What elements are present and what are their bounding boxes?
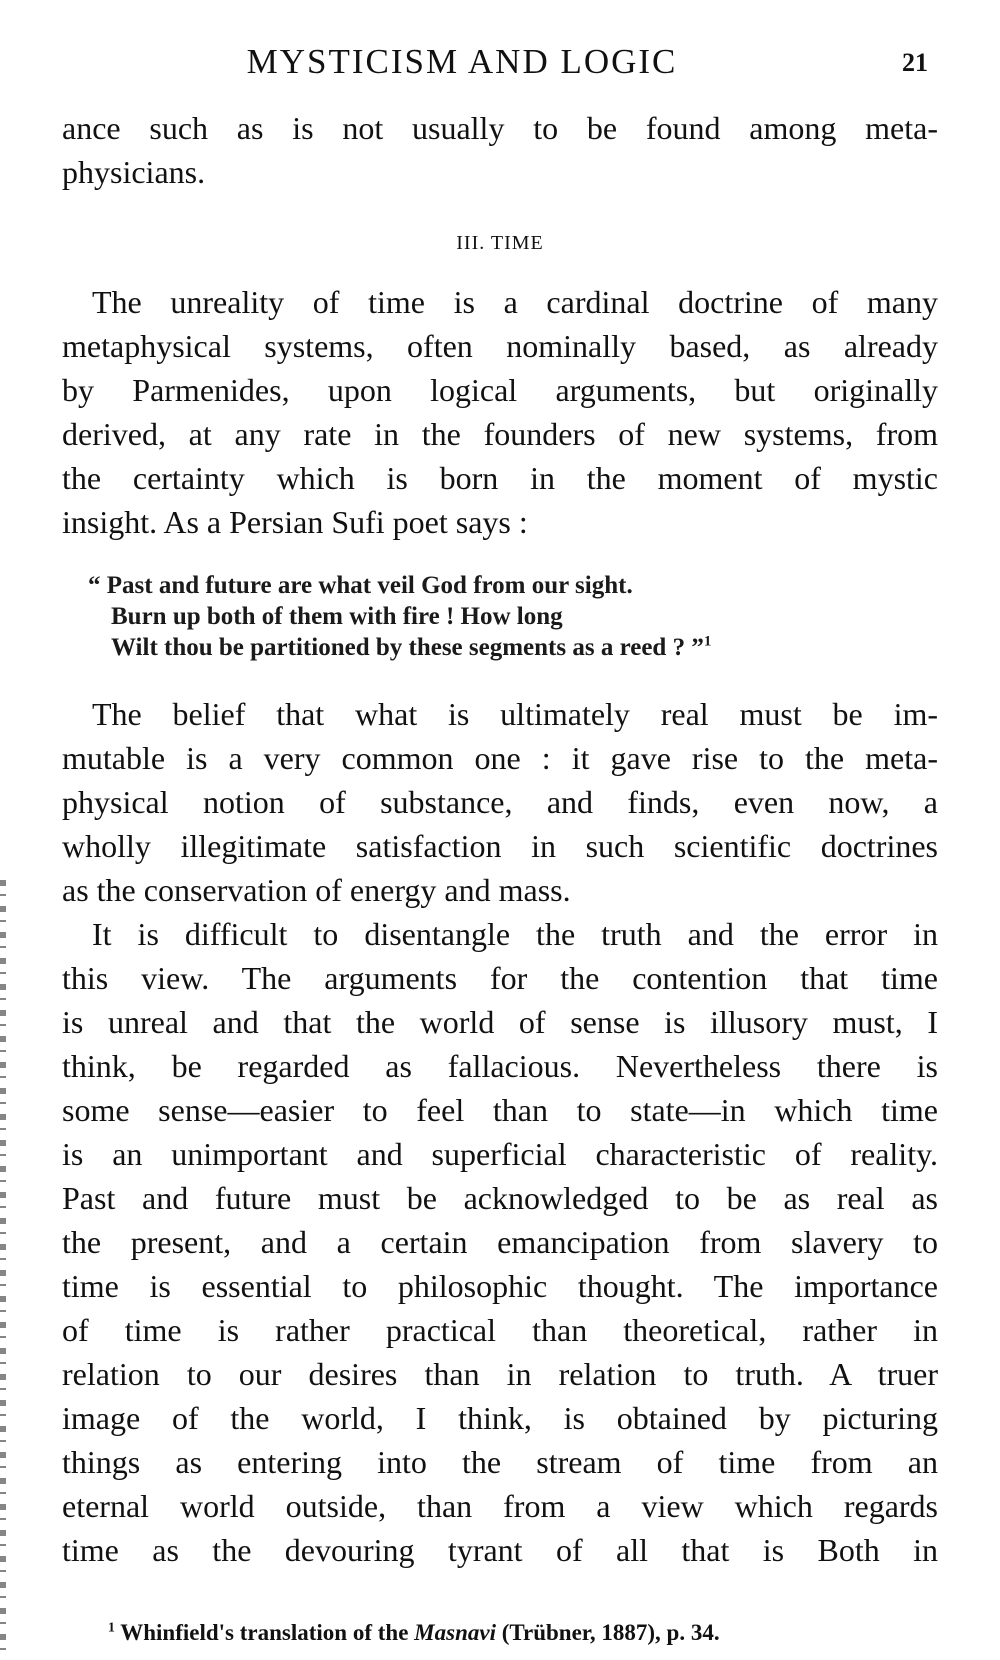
footnote-text-after: (Trübner, 1887), p. 34. [495,1620,720,1645]
verse-line: Burn up both of them with fire ! How long [111,603,563,630]
text-line: by Parmenides, upon logical arguments, but originally [62,372,938,408]
text-line: time as the devouring tyrant of all that is Both in [62,1532,938,1568]
page-header [62,42,940,92]
text-line: metaphysical systems, often nominally based, as already [62,328,938,364]
text-line: wholly illegitimate satisfaction in such scientific doctrines [62,828,938,864]
footnote-work-title: Masnavi [414,1620,496,1645]
text-line: ance such as is not usually to be found among meta- [62,110,938,146]
page-number: 21 [902,48,928,77]
text-line: insight. As a Persian Sufi poet says : [62,504,528,540]
text-line: of time is rather practical than theoretical, rather in [62,1312,938,1348]
scan-edge-artifact [0,880,6,1660]
verse-quotation [88,570,928,663]
text-line: is unreal and that the world of sense is illusory must, I [62,1004,938,1040]
footnote-text-before: Whinfield's translation of the [120,1620,415,1645]
text-line: think, be regarded as fallacious. Nevertheless there is [62,1048,938,1084]
text-line: image of the world, I think, is obtained by picturing [62,1400,938,1436]
text-line: physical notion of substance, and finds, even now, a [62,784,938,820]
text-line: is an unimportant and superficial characteristic of reality. [62,1136,938,1172]
text-line: Past and future must be acknowledged to be as real as [62,1180,938,1216]
paragraph-unreality-of-time [62,280,938,544]
continuation-text [62,106,938,194]
text-line: things as entering into the stream of time from an [62,1444,938,1480]
text-line: as the conservation of energy and mass. [62,872,571,908]
paragraph-immutable-reality [62,692,938,912]
text-line: The unreality of time is a cardinal doctrine of many [92,284,938,320]
text-line: The belief that what is ultimately real must be im- [92,696,938,732]
text-line: the certainty which is born in the moment of mystic [62,460,938,496]
section-heading: III. TIME [456,232,544,254]
text-line: It is difficult to disentangle the truth and the error in [92,916,938,952]
text-line: derived, at any rate in the founders of new systems, from [62,416,938,452]
verse-line [88,632,928,663]
text-line: mutable is a very common one : it gave rise to the meta- [62,740,938,776]
footnote-reference: 1 [703,633,712,650]
running-title: MYSTICISM AND LOGIC [246,42,678,81]
footnote-marker: 1 [108,1619,115,1635]
text-line: time is essential to philosophic thought. The importance [62,1268,938,1304]
text-line: physicians. [62,154,206,190]
text-line: eternal world outside, than from a view which regards [62,1488,938,1524]
verse-line-text: Wilt thou be partitioned by these segments as a reed ? ” [111,634,704,661]
text-line: this view. The arguments for the contention that time [62,960,938,996]
verse-line: “ Past and future are what veil God from our sight. [88,572,633,599]
paragraph-truth-and-error [62,912,938,1572]
text-line: the present, and a certain emancipation from slavery to [62,1224,938,1260]
footnote [108,1620,928,1646]
text-line: some sense—easier to feel than to state—in which time [62,1092,938,1128]
text-line: relation to our desires than in relation to truth. A truer [62,1356,938,1392]
